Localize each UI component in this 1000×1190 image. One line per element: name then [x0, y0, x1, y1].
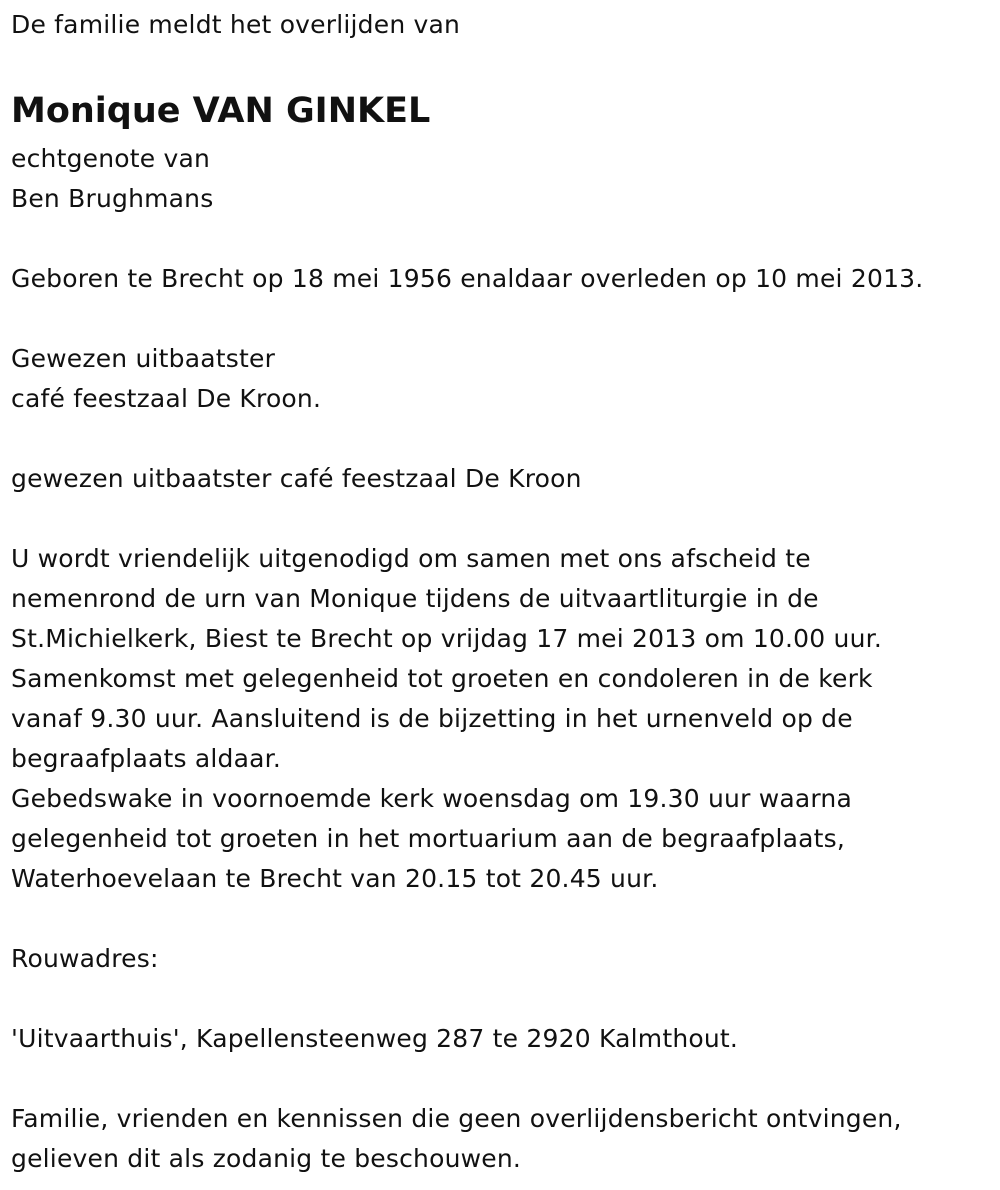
address-label: Rouwadres:: [11, 944, 159, 973]
address-text: 'Uitvaarthuis', Kapellensteenweg 287 te 2920 Kalmthout.: [11, 1024, 739, 1053]
spacer: [11, 1059, 991, 1099]
birth-death-text: Geboren te Brecht op 18 mei 1956 enaldaar overleden op 10 mei 2013.: [11, 264, 924, 293]
ceremony-line: vanaf 9.30 uur. Aansluitend is de bijzetting in het urnenveld op de: [11, 704, 853, 733]
spacer: [11, 499, 991, 539]
occupation-line-2: café feestzaal De Kroon.: [11, 384, 322, 413]
closing-line: gelieven dit als zodanig te beschouwen.: [11, 1144, 522, 1173]
ceremony-line: Samenkomst met gelegenheid tot groeten en condoleren in de kerk: [11, 664, 873, 693]
occupation-repeat: gewezen uitbaatster café feestzaal De Kroon: [11, 464, 582, 493]
intro-text: De familie meldt het overlijden van: [11, 10, 461, 39]
ceremony-line: Gebedswake in voornoemde kerk woensdag om 19.30 uur waarna: [11, 784, 852, 813]
ceremony-paragraph: [11, 539, 991, 899]
spacer: [11, 899, 991, 939]
ceremony-line: gelegenheid tot groeten in het mortuarium aan de begraafplaats,: [11, 824, 846, 853]
ceremony-line: nemenrond de urn van Monique tijdens de uitvaartliturgie in de: [11, 584, 819, 613]
occupation-line-1: Gewezen uitbaatster: [11, 344, 276, 373]
spacer: [11, 45, 991, 85]
closing-line: Familie, vrienden en kennissen die geen overlijdensbericht ontvingen,: [11, 1104, 902, 1133]
closing-paragraph: [11, 1099, 991, 1179]
spacer: [11, 419, 991, 459]
spacer: [11, 219, 991, 259]
ceremony-line: St.Michielkerk, Biest te Brecht op vrijdag 17 mei 2013 om 10.00 uur.: [11, 624, 882, 653]
spacer: [11, 979, 991, 1019]
ceremony-line: U wordt vriendelijk uitgenodigd om samen met ons afscheid te: [11, 544, 811, 573]
spacer: [11, 299, 991, 339]
ceremony-line: begraafplaats aldaar.: [11, 744, 281, 773]
relation-label: echtgenote van: [11, 144, 211, 173]
obituary-notice: [11, 0, 991, 1179]
spouse-name: Ben Brughmans: [11, 184, 214, 213]
deceased-name: Monique VAN GINKEL: [11, 91, 431, 131]
ceremony-line: Waterhoevelaan te Brecht van 20.15 tot 20.45 uur.: [11, 864, 659, 893]
